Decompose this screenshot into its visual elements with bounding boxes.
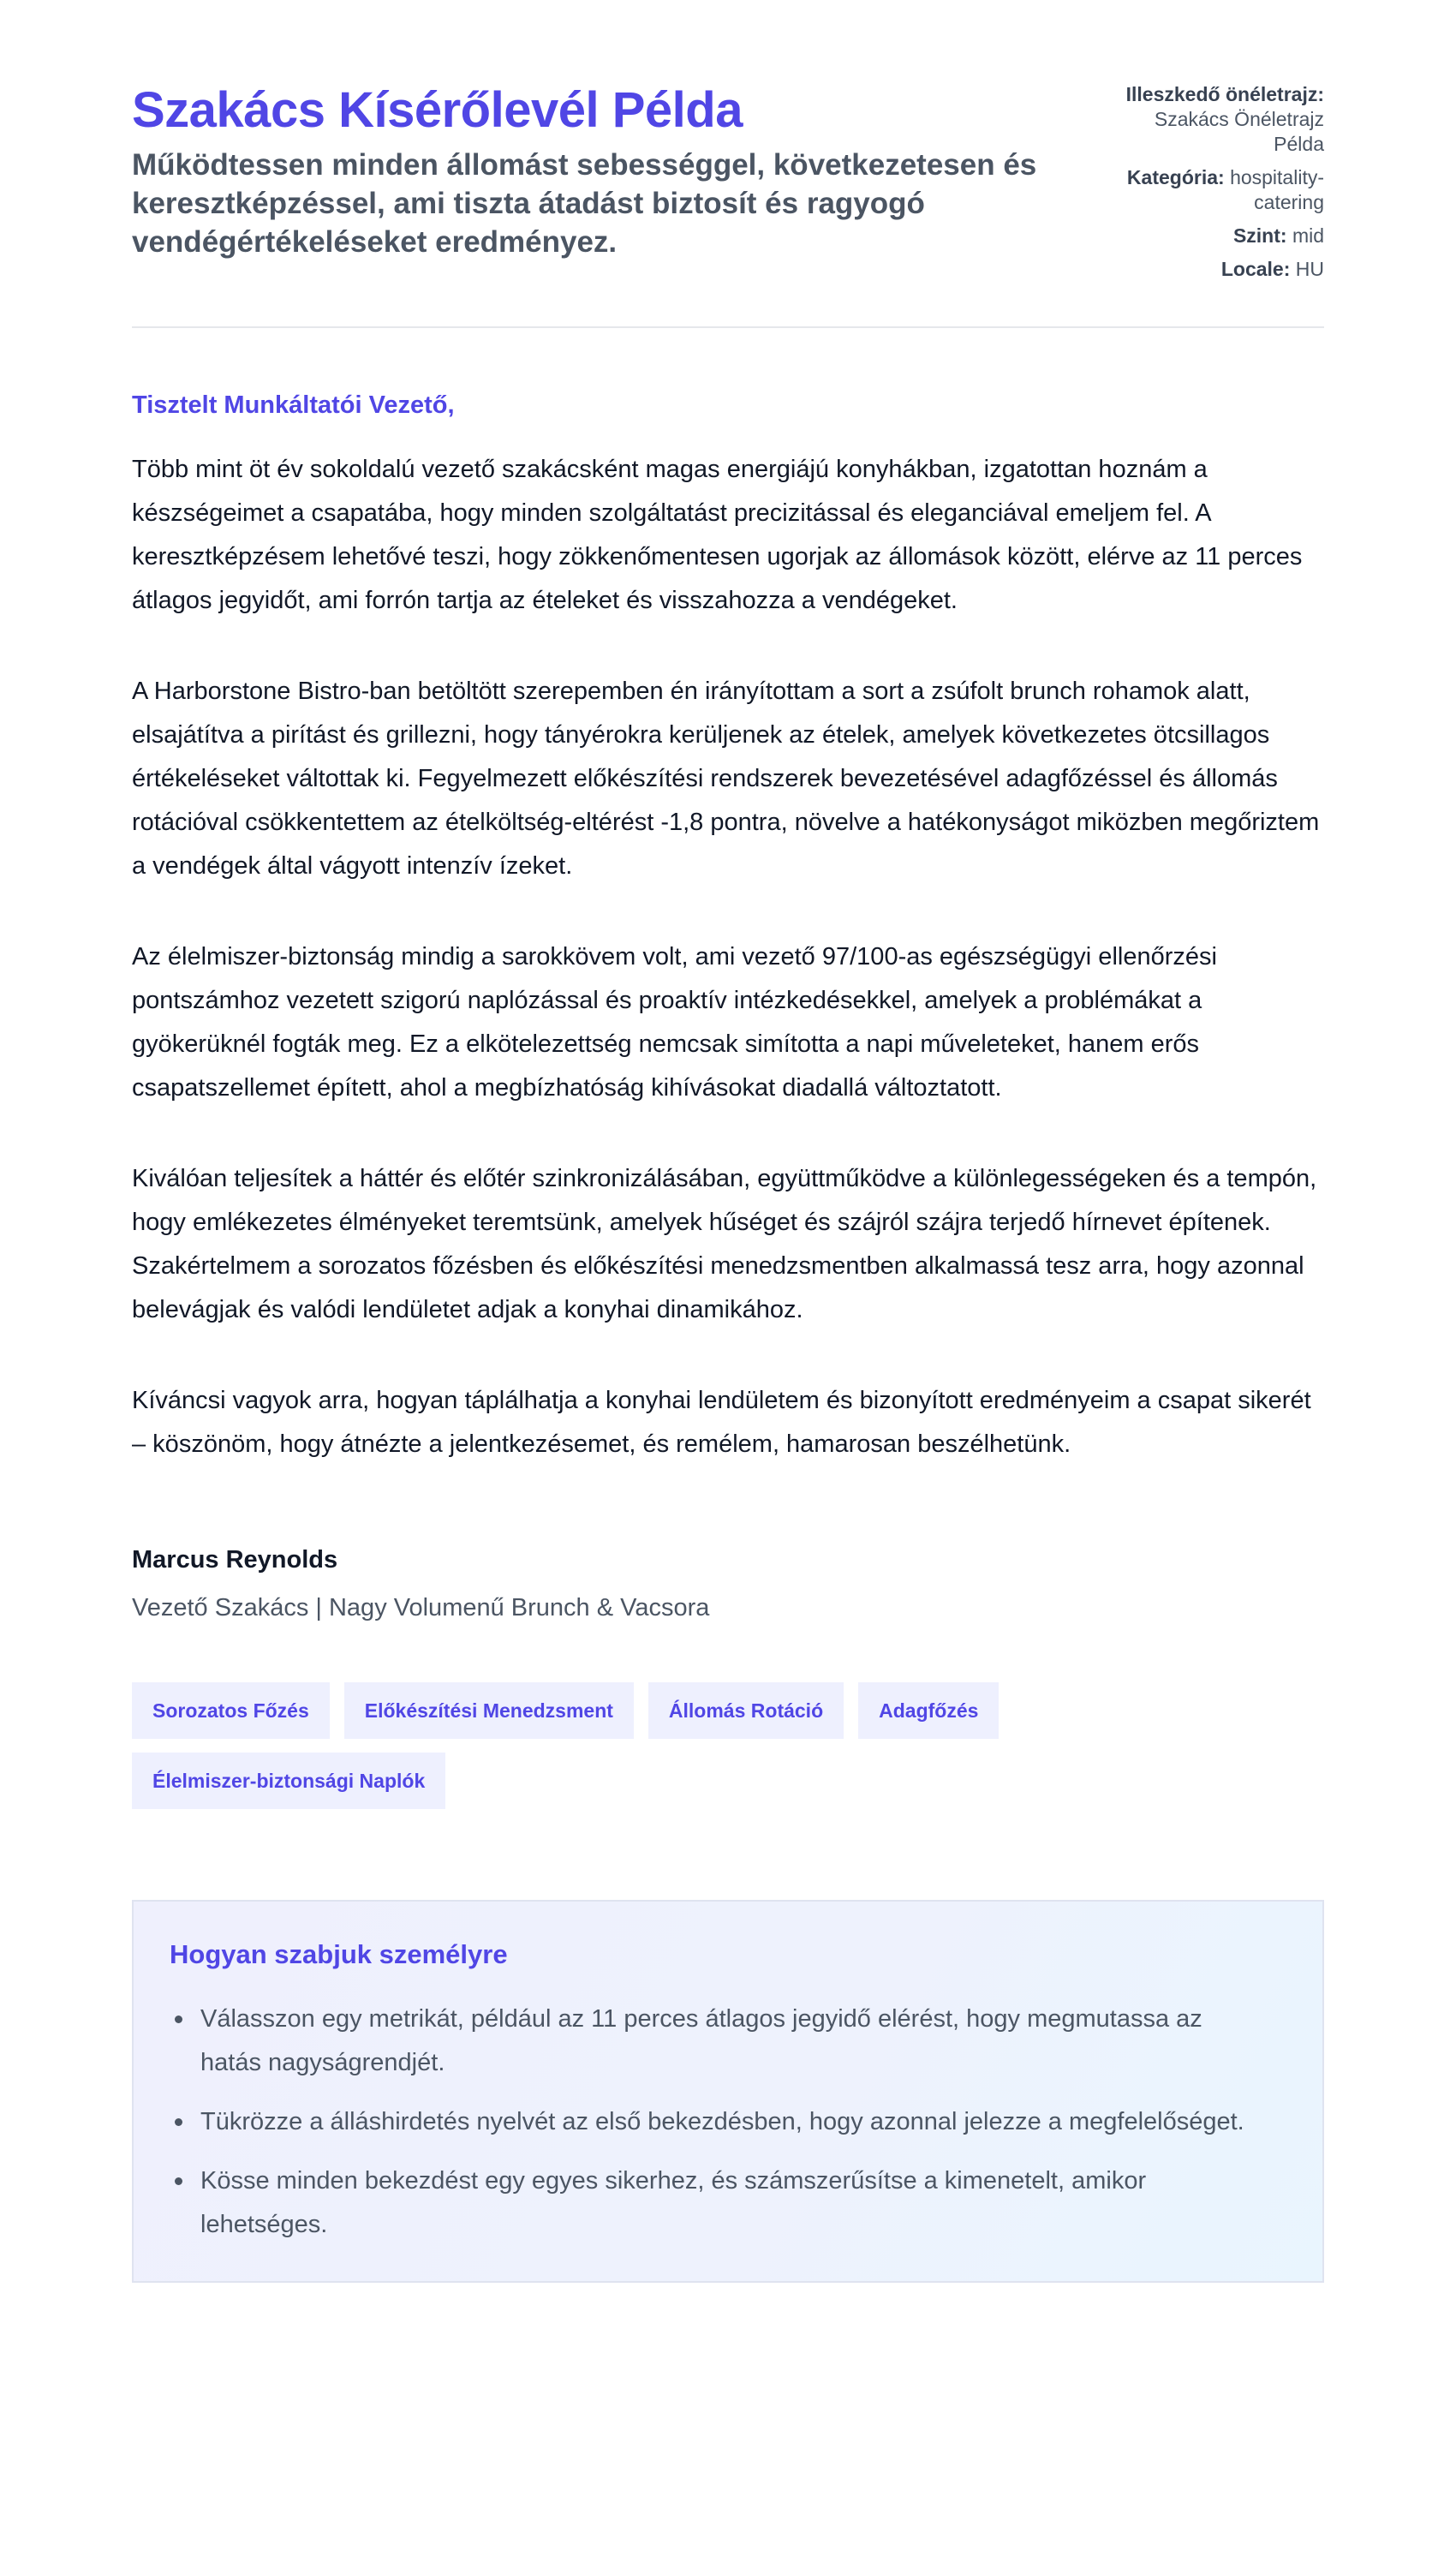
page-subtitle: Működtessen minden állomást sebességgel, következetesen és keresztképzéssel, ami tiszta átadást biztosít és ragyogó vendégértékeléseket eredményez. xyxy=(132,148,1037,259)
meta-category-label: Kategória: xyxy=(1126,166,1225,188)
skill-tag: Előkészítési Menedzsment xyxy=(344,1682,634,1739)
header-divider xyxy=(132,326,1324,328)
tip-text: Kösse minden bekezdést egy egyes sikerhez, és számszerűsítse a kimenetelt, amikor lehetséges. xyxy=(200,2167,1147,2238)
page-header xyxy=(132,82,1324,290)
letter-paragraph: Kíváncsi vagyok arra, hogyan táplálhatja a konyhai lendületem és bizonyított eredményeim a csapat sikerét – köszönöm, hogy átnézte a jelentkezésemet, és remélem, hamarosan beszélhetünk. xyxy=(132,1387,1311,1458)
meta-level-value: mid xyxy=(1292,224,1324,247)
salutation: Tisztelt Munkáltatói Vezető, xyxy=(132,391,455,419)
title-block xyxy=(132,82,1102,261)
skill-tag: Adagfőzés xyxy=(858,1682,999,1739)
skill-tag: Állomás Rotáció xyxy=(648,1682,844,1739)
signature-name: Marcus Reynolds xyxy=(132,1546,338,1574)
letter-paragraph: Az élelmiszer-biztonság mindig a sarokkövem volt, ami vezető 97/100-as egészségügyi ellenőrzési pontszámhoz vezetett szigorú naplózással és proaktív intézkedésekkel, amelyek a problémákat a gyökerüknél fogták meg. Ez a elkötelezettség nemcsak simította a napi műveleteket, hanem erős csapatszellemet épített, ahol a megbízhatóság kihívásokat diadallá változtatott. xyxy=(132,943,1217,1102)
signature-role: Vezető Szakács | Nagy Volumenű Brunch & Vacsora xyxy=(132,1594,710,1621)
skill-tags xyxy=(132,1682,1177,1809)
meta-locale xyxy=(1102,257,1324,282)
page-title: Szakács Kísérőlevél Példa xyxy=(132,82,743,138)
tips-title: Hogyan szabjuk személyre xyxy=(170,1939,508,1969)
letter-body xyxy=(132,448,1324,1466)
meta-resume-value: Szakács Önéletrajz Példa xyxy=(1154,108,1324,155)
meta-locale-value: HU xyxy=(1295,258,1324,280)
meta-resume xyxy=(1102,82,1324,157)
skill-tag: Sorozatos Főzés xyxy=(132,1682,330,1739)
letter-paragraph: Több mint öt év sokoldalú vezető szakácsként magas energiájú konyhákban, izgatottan hoznám a készségeimet a csapatába, hogy minden szolgáltatást precizitással és eleganciával emeljem fel. A keresztképzésem lehetővé teszi, hogy zökkenőmentesen ugorjak az állomások között, elérve az 11 perces átlagos jegyidőt, ami forrón tartja az ételeket és visszahozza a vendégeket. xyxy=(132,456,1303,614)
bullet-icon xyxy=(175,2016,182,2023)
tip-text: Válasszon egy metrikát, például az 11 perces átlagos jegyidő elérést, hogy megmutassa az hatás nagyságrendjét. xyxy=(200,2005,1202,2076)
tip-text: Tükrözze a álláshirdetés nyelvét az első bekezdésben, hogy azonnal jelezze a megfelelőséget. xyxy=(200,2108,1244,2135)
letter-paragraph: Kiválóan teljesítek a háttér és előtér szinkronizálásában, együttműködve a különlegességeken és a tempón, hogy emlékezetes élményeket teremtsünk, amelyek hűséget és szájról szájra terjedő hírnevet építenek. Szakértelmem a sorozatos főzésben és előkészítési menedzsmentben alkalmassá tesz arra, hogy azonnal belevágjak és valódi lendületet adjak a konyhai dinamikához. xyxy=(132,1165,1317,1323)
meta-category-value: hospitality-catering xyxy=(1230,166,1324,213)
letter-paragraph: A Harborstone Bistro-ban betöltött szerepemben én irányítottam a sort a zsúfolt brunch rohamok alatt, elsajátítva a pirítást és grillezni, hogy tányérokra kerüljenek az ételek, amelyek következetes ötcsillagos értékeléseket váltottak ki. Fegyelmezett előkészítési rendszerek bevezetésével adagfőzéssel és állomás rotációval csökkentettem az ételköltség-eltérést -1,8 pontra, növelve a hatékonyságot miközben megőriztem a vendégek által vágyott intenzív ízeket. xyxy=(132,678,1320,880)
tips-list xyxy=(170,1998,1286,2247)
tip-item xyxy=(200,1998,1286,2085)
meta-category xyxy=(1102,165,1324,215)
meta-locale-label: Locale: xyxy=(1220,258,1291,280)
meta-level-label: Szint: xyxy=(1232,224,1287,247)
meta-resume-label: Illeszkedő önéletrajz: xyxy=(1125,83,1324,105)
skill-tag: Élelmiszer-biztonsági Naplók xyxy=(132,1753,445,1809)
bullet-icon xyxy=(175,2177,182,2185)
customization-tips-box xyxy=(132,1900,1324,2283)
meta-level xyxy=(1102,224,1324,248)
meta-panel xyxy=(1102,82,1324,290)
bullet-icon xyxy=(175,2118,182,2126)
tip-item xyxy=(200,2100,1286,2144)
signature-block xyxy=(132,1544,1324,1624)
tip-item xyxy=(200,2159,1286,2247)
